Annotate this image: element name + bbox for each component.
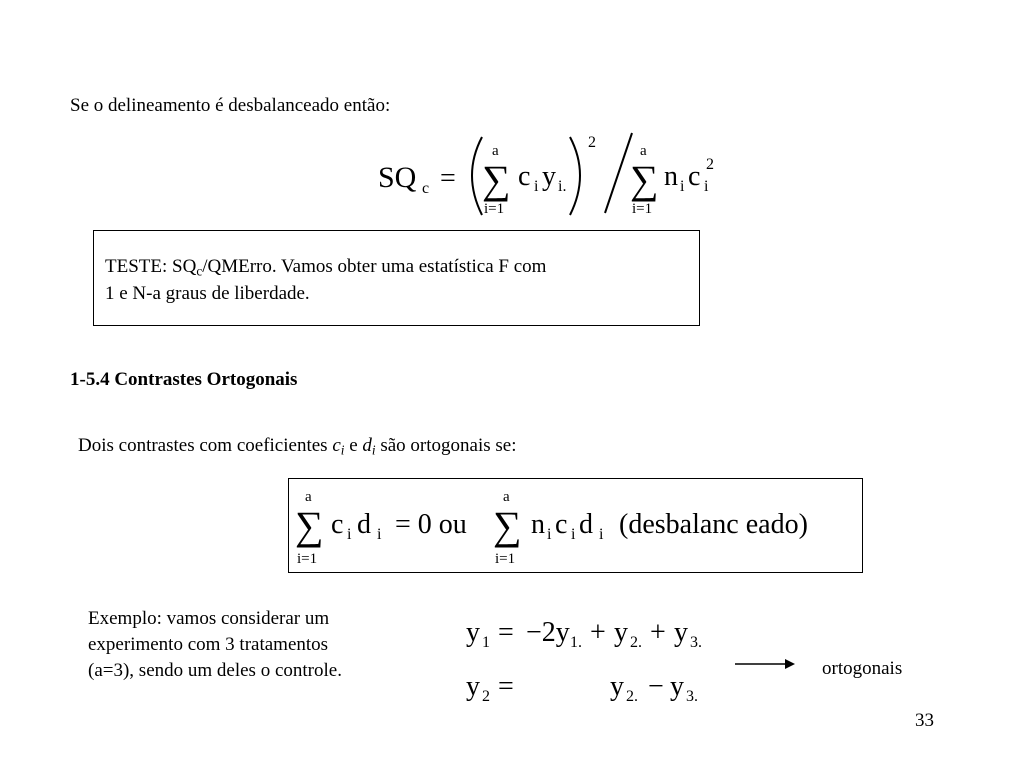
y2-term1-sub: 2. — [626, 688, 638, 705]
right-arrow-icon — [733, 656, 797, 672]
n-sub: i — [680, 178, 685, 195]
sq-equals: = — [440, 163, 456, 194]
y1-sub: 1 — [482, 634, 490, 651]
sq-formula — [370, 125, 730, 220]
orth-mid: e — [344, 435, 363, 456]
y1-label: y — [466, 617, 480, 648]
orth-sum2-bottom: i=1 — [495, 551, 516, 567]
orth-formula — [289, 479, 862, 572]
y1-term2-sub: 2. — [630, 634, 642, 651]
sum1-symbol: ∑ — [482, 157, 511, 202]
c2-sup: 2 — [706, 156, 714, 173]
orth-note: (desbalanc eado) — [619, 509, 808, 540]
conclusion-text: ortogonais — [822, 658, 903, 679]
orth-sum1-top: a — [305, 489, 312, 505]
orth-eq-zero-ou: = 0 ou — [395, 509, 467, 540]
y2-minus: − — [648, 671, 664, 702]
y2-term2-sub: 3. — [686, 688, 698, 705]
sum1-bottom: i=1 — [484, 201, 505, 217]
orth-c: c — [332, 435, 341, 456]
y2-term1: y — [610, 671, 624, 702]
orth-sentence — [78, 434, 517, 458]
division-slash — [605, 133, 632, 213]
n-term: n — [664, 161, 678, 192]
orth-d2: d — [579, 509, 593, 540]
sq-label: SQ — [378, 161, 417, 194]
teste-line1 — [105, 255, 546, 279]
y1-equals: = — [498, 617, 514, 648]
orth-sum1-bottom: i=1 — [297, 551, 318, 567]
orth-sum2-symbol: ∑ — [493, 503, 522, 548]
example-line3: (a=3), sendo um deles o controle. — [88, 660, 342, 681]
power-2: 2 — [588, 134, 596, 151]
orth-sum2-top: a — [503, 489, 510, 505]
orth-sum1-symbol: ∑ — [295, 503, 324, 548]
c-sub: i — [534, 178, 539, 195]
teste-box — [93, 230, 700, 326]
teste-sub: c — [196, 263, 203, 279]
sum1-top: a — [492, 143, 499, 159]
y2-label: y — [466, 671, 480, 702]
orth-part2: são ortogonais se: — [375, 435, 517, 456]
y1-term3: y — [674, 617, 688, 648]
sq-sub: c — [422, 180, 430, 197]
y2-term2: y — [670, 671, 684, 702]
left-paren — [472, 137, 482, 215]
right-paren — [570, 137, 580, 215]
orth-n-sub: i — [547, 526, 552, 543]
y1-plus1: + — [590, 617, 606, 648]
orth-formula-box — [288, 478, 863, 573]
c-term: c — [518, 161, 531, 192]
y1-term2: y — [614, 617, 628, 648]
c2-term: c — [688, 161, 701, 192]
c2-sub: i — [704, 178, 709, 195]
orth-part1: Dois contrastes com coeficientes — [78, 435, 333, 456]
orth-c2-sub: i — [571, 526, 576, 543]
section-title: 1-5.4 Contrastes Ortogonais — [70, 369, 298, 390]
intro-text: Se o delineamento é desbalanceado então: — [70, 95, 391, 116]
orth-d1-sub: i — [377, 526, 382, 543]
contrast-equations — [460, 605, 730, 715]
orth-c-sub: i — [340, 442, 345, 458]
orth-d-sub: i — [371, 442, 376, 458]
teste-line2: 1 e N-a graus de liberdade. — [105, 283, 310, 304]
y-term: y — [542, 161, 556, 192]
teste-rest: /QMErro. Vamos obter uma estatística F com — [202, 256, 547, 277]
y1-term1-sub: 1. — [570, 634, 582, 651]
y-sub: i. — [558, 178, 567, 195]
orth-c1: c — [331, 509, 344, 540]
sum2-top: a — [640, 143, 647, 159]
teste-prefix: TESTE: SQ — [105, 256, 197, 277]
example-line1: Exemplo: vamos considerar um — [88, 608, 330, 629]
orth-d1: d — [357, 509, 371, 540]
y1-term3-sub: 3. — [690, 634, 702, 651]
example-line2: experimento com 3 tratamentos — [88, 634, 329, 655]
page-number: 33 — [915, 710, 934, 731]
sum2-bottom: i=1 — [632, 201, 653, 217]
orth-d2-sub: i — [599, 526, 604, 543]
sum2-symbol: ∑ — [630, 157, 659, 202]
orth-c1-sub: i — [347, 526, 352, 543]
orth-n: n — [531, 509, 545, 540]
y1-plus2: + — [650, 617, 666, 648]
y2-equals: = — [498, 671, 514, 702]
orth-d: d — [362, 435, 372, 456]
y2-sub: 2 — [482, 688, 490, 705]
y1-term1: −2y — [526, 617, 570, 648]
orth-c2: c — [555, 509, 568, 540]
